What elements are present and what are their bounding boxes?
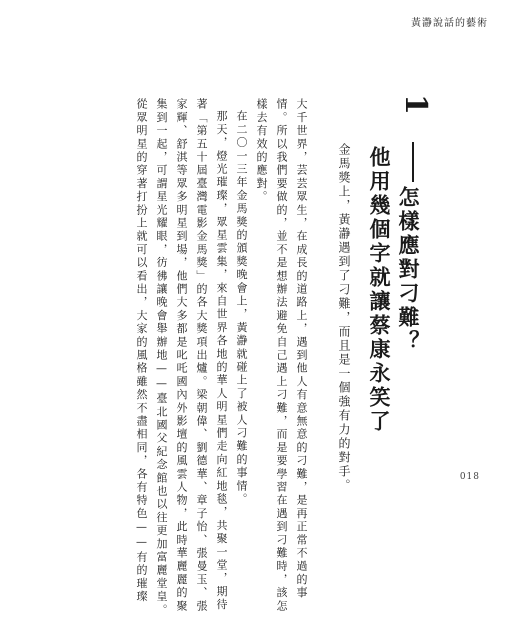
chapter-dash <box>412 142 414 182</box>
body-column: 在二〇一三年金馬獎的頒獎晚會上，黃瀞就碰上了被人刁難的事情。 <box>235 110 248 506</box>
body-column: 樣去有效的應對。 <box>255 98 268 204</box>
chapter-title-line1: 怎樣應對刁難？ <box>396 186 421 354</box>
chapter-subtitle: 金馬獎上，黃瀞遇到了刁難，而且是一個強有力的對手。 <box>337 143 351 493</box>
body-column: 那天，燈光璀璨，眾星雲集，來自世界各地的華人明星們走向紅地毯，共聚一堂，期待 <box>215 110 228 612</box>
chapter-number: 1 <box>398 94 433 115</box>
running-head: 黃瀞說話的藝術 <box>411 18 488 29</box>
page-number: 018 <box>459 472 480 482</box>
body-column: 集到一起，可謂星光耀眼，彷彿讓晚會舉辦地——臺北國父紀念館也以往更加富麗堂皇。 <box>155 98 168 617</box>
body-column: 家輝、舒淇等眾多明星到場，他們大多都是叱吒國內外影壇的風雲人物，此時華麗麗的聚 <box>175 98 188 613</box>
chapter-title-line2: 他用幾個字就讓蔡康永笑了 <box>367 146 392 434</box>
body-column: 情。所以我們要做的，並不是想辦法避免自己遇上刁難，而是要學習在遇到刁難時，該怎 <box>275 98 288 613</box>
body-column: 大千世界，芸芸眾生，在成長的道路上，遇到他人有意無意的刁難，是再正常不過的事 <box>295 98 308 600</box>
body-column: 著「第五十屆臺灣電影金馬獎」的各大獎項出爐。梁朝偉、劉德華、章子怡、張曼玉、張 <box>195 98 208 613</box>
body-column: 從眾明星的穿著打扮上就可以看出，大家的風格雖然不盡相同，各有特色——有的璀璨 <box>135 98 148 604</box>
